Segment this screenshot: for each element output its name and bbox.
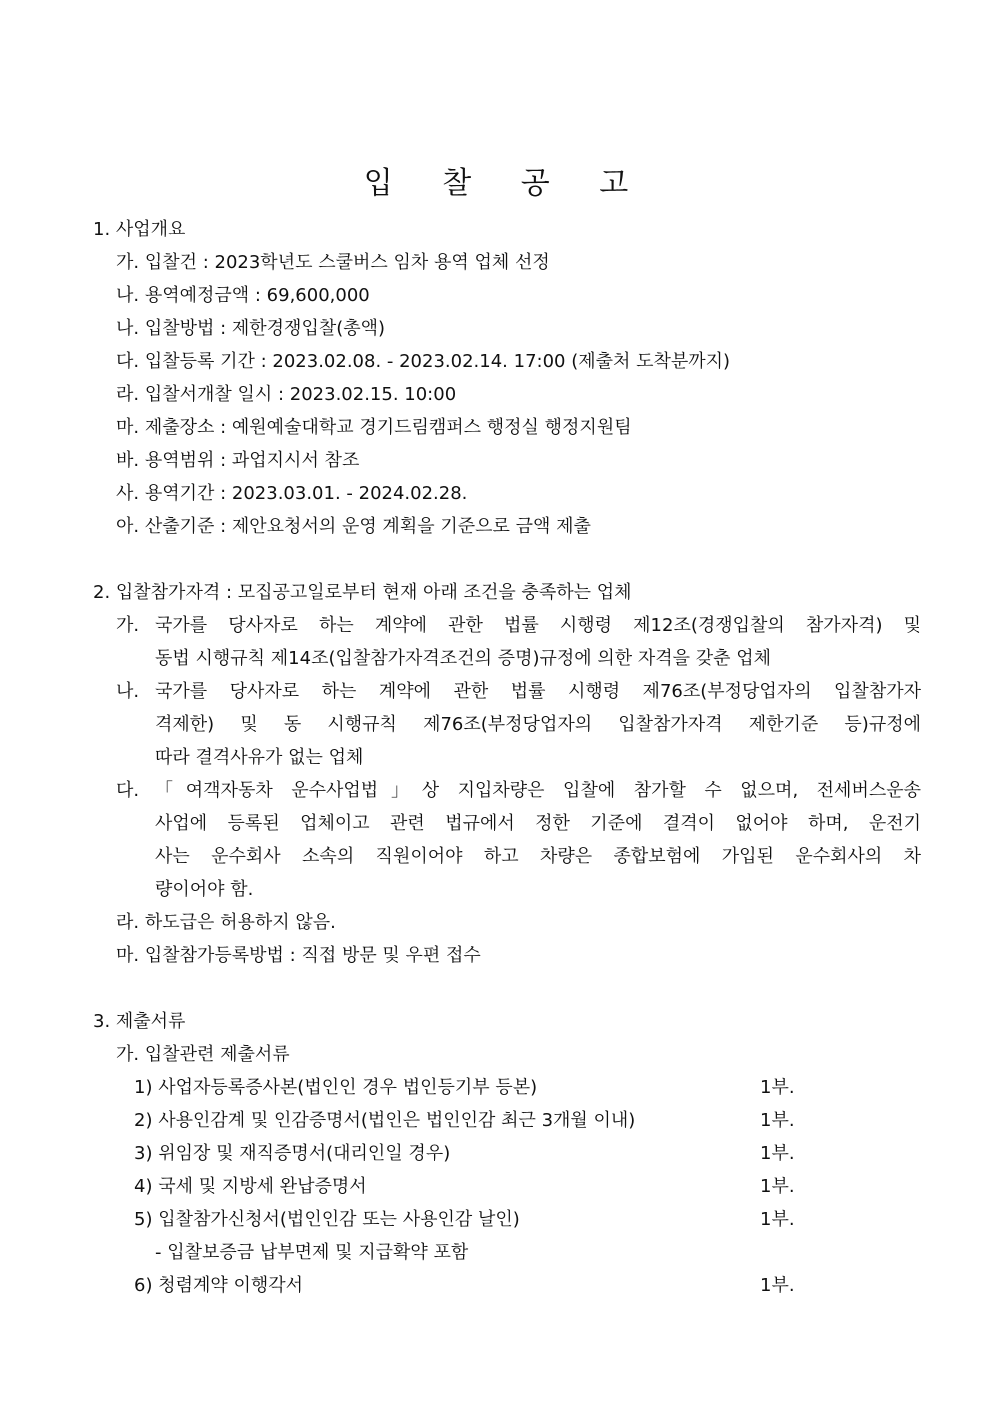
doc-name: 6) 청렴계약 이행각서 [134, 1275, 304, 1296]
doc5-note: - 입찰보증금 납부면제 및 지급확약 포함 [155, 1242, 469, 1263]
section2-item-ga-line: 동법 시행규칙 제14조(입찰참가자격조건의 증명)규정에 의한 자격을 갖춘 업체 [155, 648, 772, 669]
section1-item: 아. 산출기준 : 제안요청서의 운영 계획을 기준으로 금액 제출 [116, 516, 591, 537]
doc-name: 5) 입찰참가신청서(법인인감 또는 사용인감 날인) [134, 1209, 520, 1230]
section2-item-da-line: 「여객자동차 운수사업법」상 지입차량은 입찰에 참가할 수 없으며, 전세버스운송 [155, 780, 921, 801]
section2-item-ga-line: 국가를 당사자로 하는 계약에 관한 법률 시행령 제12조(경쟁입찰의 참가자격) 및 [155, 615, 921, 636]
section1-item: 가. 입찰건 : 2023학년도 스쿨버스 임차 용역 업체 선정 [116, 252, 550, 273]
section1-heading: 1. 사업개요 [93, 219, 186, 240]
section1-item: 마. 제출장소 : 예원예술대학교 경기드림캠퍼스 행정실 행정지원팀 [116, 417, 632, 438]
section2-item-na-line: 국가를 당사자로 하는 계약에 관한 법률 시행령 제76조(부정당업자의 입찰참가자 [155, 681, 921, 702]
doc-name: 4) 국세 및 지방세 완납증명서 [134, 1176, 367, 1197]
section2-item-ga-label: 가. [116, 615, 140, 636]
section2-item-na-line: 격제한) 및 동 시행규칙 제76조(부정당업자의 입찰참가자격 제한기준 등)규정에 [155, 714, 921, 735]
doc-name: 3) 위임장 및 재직증명서(대리인일 경우) [134, 1143, 451, 1164]
section3-heading: 3. 제출서류 [93, 1011, 186, 1032]
section1-item: 사. 용역기간 : 2023.03.01. - 2024.02.28. [116, 483, 468, 504]
section1-item: 바. 용역범위 : 과업지시서 참조 [116, 450, 360, 471]
doc-count: 1부. [760, 1209, 795, 1230]
section1-item: 나. 용역예정금액 : 69,600,000 [116, 285, 370, 306]
section2-item-da-line: 량이어야 함. [155, 879, 254, 900]
doc-name: 2) 사용인감계 및 인감증명서(법인은 법인인감 최근 3개월 이내) [134, 1110, 636, 1131]
doc-count: 1부. [760, 1275, 795, 1296]
doc-count: 1부. [760, 1176, 795, 1197]
doc-name: 1) 사업자등록증사본(법인인 경우 법인등기부 등본) [134, 1077, 538, 1098]
doc-count: 1부. [760, 1077, 795, 1098]
section1-item: 나. 입찰방법 : 제한경쟁입찰(총액) [116, 318, 386, 339]
section2-item-na-label: 나. [116, 681, 140, 702]
section2-item-da-line: 사는 운수회사 소속의 직원이어야 하고 차량은 종합보험에 가입된 운수회사의 차 [155, 846, 921, 867]
page-title: 입 찰 공 고 [363, 166, 649, 201]
section2-item-ra: 라. 하도급은 허용하지 않음. [116, 912, 336, 933]
section1-item: 다. 입찰등록 기간 : 2023.02.08. - 2023.02.14. 17:00 (제출처 도착분까지) [116, 351, 731, 372]
doc-count: 1부. [760, 1143, 795, 1164]
section2-item-da-label: 다. [116, 780, 140, 801]
section1-item: 라. 입찰서개찰 일시 : 2023.02.15. 10:00 [116, 384, 457, 405]
section3-sub-heading: 가. 입찰관련 제출서류 [116, 1044, 290, 1065]
section2-item-na-line: 따라 결격사유가 없는 업체 [155, 747, 364, 768]
doc-count: 1부. [760, 1110, 795, 1131]
section2-item-da-line: 사업에 등록된 업체이고 관련 법규에서 정한 기준에 결격이 없어야 하며, 운전기 [155, 813, 921, 834]
section2-item-ma: 마. 입찰참가등록방법 : 직접 방문 및 우편 접수 [116, 945, 481, 966]
section2-heading: 2. 입찰참가자격 : 모집공고일로부터 현재 아래 조건을 충족하는 업체 [93, 582, 632, 603]
